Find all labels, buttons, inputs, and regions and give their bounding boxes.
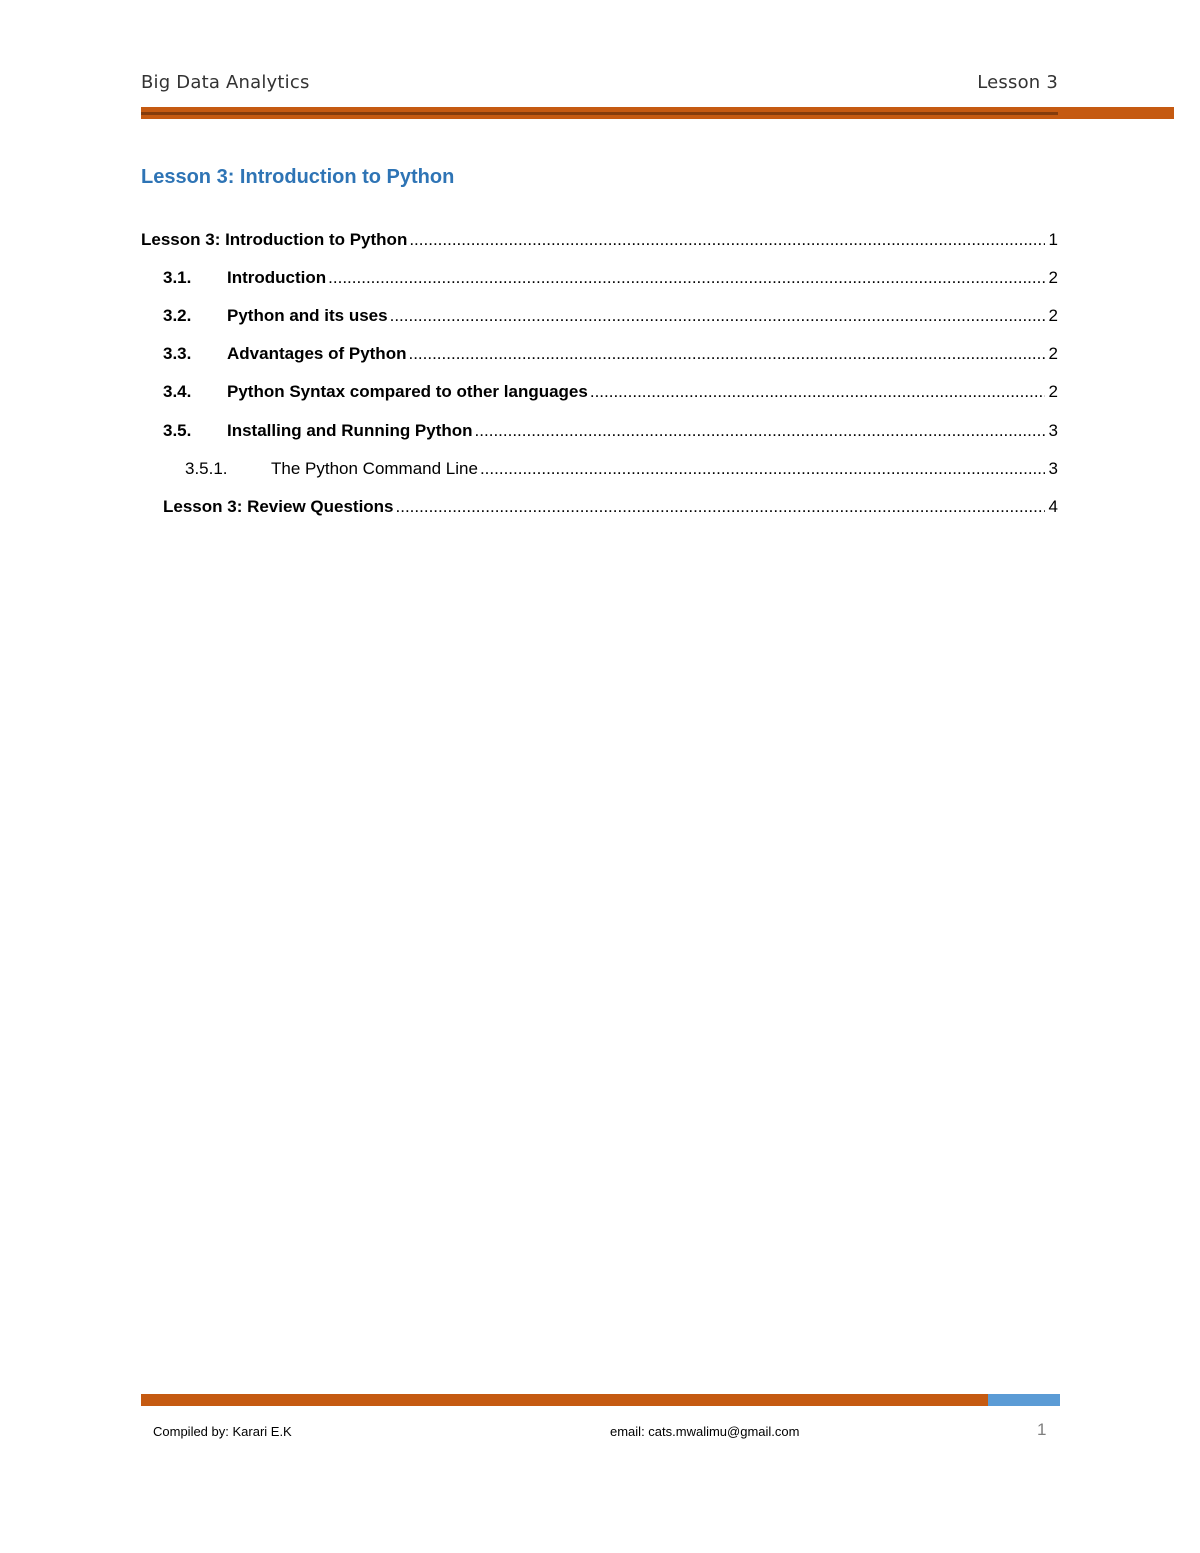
toc-entry-number: 3.5.1. (185, 459, 228, 478)
toc-leader (409, 230, 1044, 250)
toc-entry-number: 3.3. (163, 344, 192, 363)
toc-entry-command-line[interactable] (185, 453, 1058, 479)
toc-entry-syntax[interactable] (163, 376, 1058, 402)
footer-rule-orange (141, 1394, 988, 1406)
toc-entry-text: Python and its uses (227, 306, 388, 325)
toc-entry-text: Lesson 3: Introduction to Python (141, 230, 408, 249)
header-lesson-label: Lesson 3 (977, 72, 1058, 93)
toc-entry-number: 3.1. (163, 268, 192, 287)
page-title: Lesson 3: Introduction to Python (141, 166, 455, 188)
toc-entry-text: Python Syntax compared to other languages (227, 382, 588, 401)
toc-entry-advantages[interactable] (163, 338, 1058, 364)
toc-entry-number: 3.2. (163, 306, 192, 325)
toc-entry-lesson[interactable] (141, 224, 1058, 250)
toc-leader (390, 306, 1045, 326)
toc-entry-page: 2 (1048, 306, 1058, 325)
toc-entry-page: 2 (1048, 344, 1058, 363)
toc-entry-number: 3.5. (163, 421, 192, 440)
toc-entry-introduction[interactable] (163, 262, 1058, 288)
toc-entry-text: The Python Command Line (271, 459, 478, 478)
toc-leader (590, 382, 1045, 402)
toc-entry-text: Introduction (227, 268, 327, 287)
toc-entry-review-questions[interactable] (163, 491, 1058, 517)
toc-entry-text: Installing and Running Python (227, 421, 473, 440)
toc-entry-page: 2 (1048, 382, 1058, 401)
footer-email: email: cats.mwalimu@gmail.com (610, 1424, 800, 1439)
toc-entry-page: 2 (1048, 268, 1058, 287)
header-course-title: Big Data Analytics (141, 72, 310, 93)
footer-compiled-by: Compiled by: Karari E.K (153, 1424, 292, 1439)
footer-rule-blue (988, 1394, 1060, 1406)
toc-leader (480, 459, 1045, 479)
toc-entry-page: 1 (1048, 230, 1058, 249)
toc-entry-page: 3 (1048, 459, 1058, 478)
toc-leader (408, 344, 1044, 364)
toc-entry-python-uses[interactable] (163, 300, 1058, 326)
header-rule-inner (141, 112, 1058, 115)
toc-entry-number: 3.4. (163, 382, 192, 401)
toc-entry-text: Lesson 3: Review Questions (163, 497, 394, 516)
toc-entry-text: Advantages of Python (227, 344, 407, 363)
toc-leader (328, 268, 1044, 288)
toc-entry-installing[interactable] (163, 415, 1058, 441)
toc-leader (475, 421, 1045, 441)
toc-entry-page: 3 (1048, 421, 1058, 440)
toc-entry-page: 4 (1048, 497, 1058, 516)
toc-leader (396, 497, 1045, 517)
footer-page-number: 1 (1037, 1420, 1047, 1439)
